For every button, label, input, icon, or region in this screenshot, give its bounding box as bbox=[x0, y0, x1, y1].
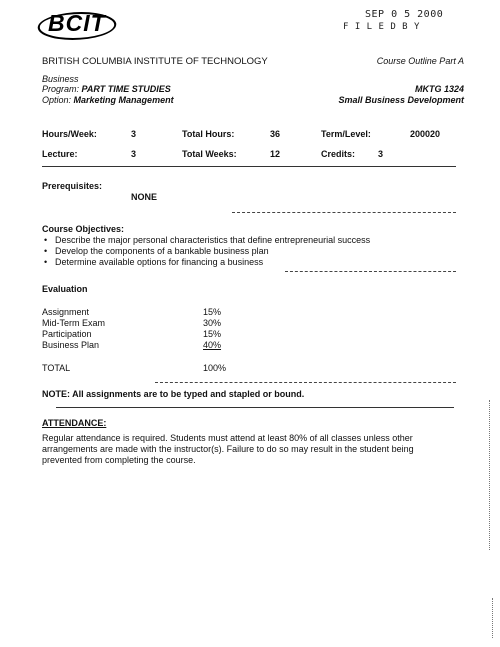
prerequisites-heading: Prerequisites: bbox=[42, 181, 103, 191]
hours-week-label: Hours/Week: bbox=[42, 129, 97, 139]
note-divider bbox=[56, 407, 454, 408]
evaluation-item: Assignment bbox=[42, 307, 90, 317]
scan-dash-line bbox=[285, 271, 456, 272]
option-value: Marketing Management bbox=[73, 95, 174, 105]
objective-text: Describe the major personal characteristics that define entrepreneurial success bbox=[55, 235, 371, 245]
total-hours-value: 36 bbox=[270, 129, 281, 139]
evaluation-weight: 30% bbox=[203, 318, 222, 328]
attendance-heading: ATTENDANCE: bbox=[42, 418, 107, 428]
credits-label: Credits: bbox=[321, 149, 356, 159]
assignment-note: NOTE: All assignments are to be typed and stapled or bound. bbox=[42, 389, 305, 399]
evaluation-item: Mid-Term Exam bbox=[42, 318, 106, 328]
scan-dash-line bbox=[232, 212, 456, 213]
total-hours-label: Total Hours: bbox=[182, 129, 235, 139]
scan-edge-mark bbox=[492, 598, 493, 638]
course-title: Small Business Development bbox=[338, 95, 464, 105]
objective-item bbox=[42, 235, 370, 246]
evaluation-heading: Evaluation bbox=[42, 284, 88, 294]
outline-part: Course Outline Part A bbox=[376, 56, 464, 66]
bullet-icon: • bbox=[44, 257, 48, 267]
bullet-icon: • bbox=[44, 235, 48, 245]
total-weeks-value: 12 bbox=[270, 149, 281, 159]
evaluation-weight: 15% bbox=[203, 307, 222, 317]
option-line bbox=[42, 95, 174, 105]
received-stamp-line2: F I L E D B Y bbox=[343, 22, 420, 32]
attendance-text-line: arrangements are made with the instructor(s). Failure to do so may result in the student being bbox=[42, 444, 414, 454]
program-label: Program: bbox=[42, 84, 80, 94]
total-weeks-label: Total Weeks: bbox=[182, 149, 237, 159]
objective-text: Determine available options for financing a business bbox=[55, 257, 264, 267]
course-code: MKTG 1324 bbox=[414, 84, 464, 94]
lecture-value: 3 bbox=[131, 149, 137, 159]
prerequisites-value: NONE bbox=[131, 192, 158, 202]
objective-item bbox=[42, 246, 370, 257]
evaluation-total-label: TOTAL bbox=[42, 363, 71, 373]
bcit-logo bbox=[40, 11, 114, 37]
received-stamp-line1: SEP 0 5 2000 bbox=[365, 9, 444, 20]
lecture-label: Lecture: bbox=[42, 149, 78, 159]
scan-dash-line bbox=[155, 382, 456, 383]
evaluation-item: Business Plan bbox=[42, 340, 100, 350]
evaluation-item: Participation bbox=[42, 329, 92, 339]
attendance-text-line: Regular attendance is required. Students must attend at least 80% of all classes unless other bbox=[42, 433, 413, 443]
option-label: Option: bbox=[42, 95, 72, 105]
objective-item bbox=[42, 257, 370, 268]
info-divider bbox=[42, 166, 456, 167]
attendance-text-line: prevented from completing the course. bbox=[42, 455, 196, 465]
objectives-heading: Course Objectives: bbox=[42, 224, 125, 234]
objective-text: Develop the components of a bankable business plan bbox=[55, 246, 269, 256]
term-level-value: 200020 bbox=[410, 129, 441, 139]
institute-name: BRITISH COLUMBIA INSTITUTE OF TECHNOLOGY bbox=[42, 56, 268, 67]
logo-text: BCIT bbox=[48, 10, 106, 36]
objectives-list bbox=[42, 235, 370, 268]
scan-edge-mark bbox=[489, 400, 490, 550]
evaluation-total-value: 100% bbox=[203, 363, 227, 373]
credits-value: 3 bbox=[378, 149, 384, 159]
school-name: Business bbox=[42, 74, 79, 84]
program-value: PART TIME STUDIES bbox=[81, 84, 171, 94]
evaluation-weight: 40% bbox=[203, 340, 222, 350]
term-level-label: Term/Level: bbox=[321, 129, 371, 139]
bullet-icon: • bbox=[44, 246, 48, 256]
hours-week-value: 3 bbox=[131, 129, 137, 139]
evaluation-weight: 15% bbox=[203, 329, 222, 339]
program-line bbox=[42, 84, 171, 94]
